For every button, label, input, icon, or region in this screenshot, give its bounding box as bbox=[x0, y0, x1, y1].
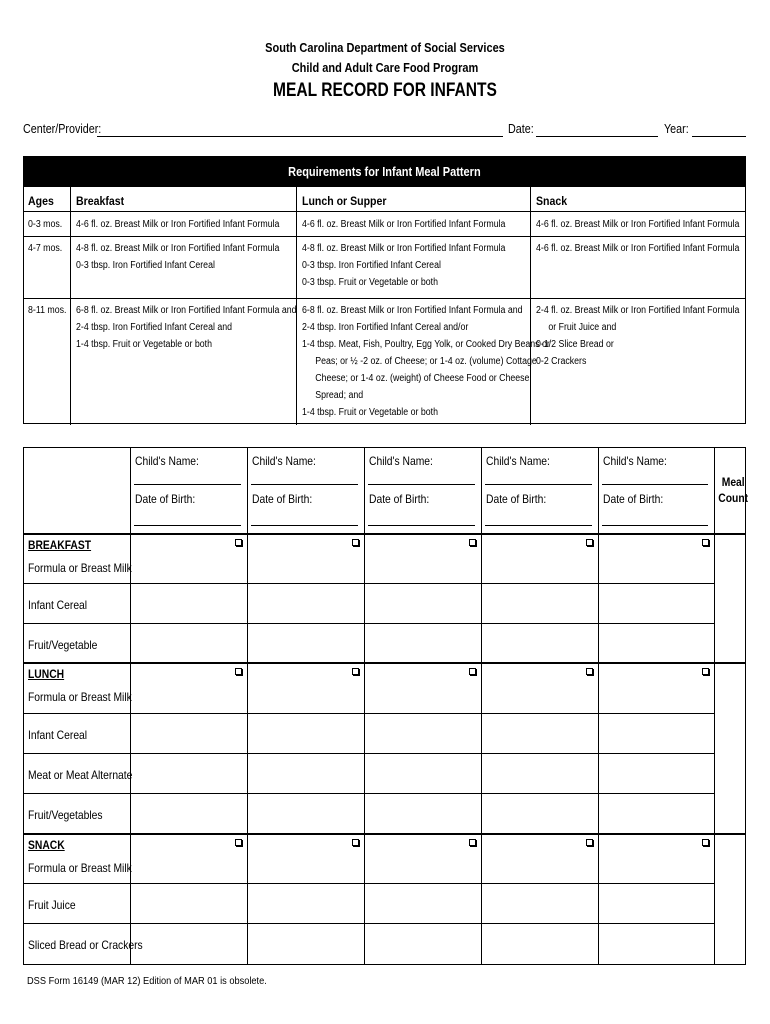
date-of-birth-field[interactable] bbox=[368, 525, 475, 526]
date-of-birth-field[interactable] bbox=[251, 525, 358, 526]
meal-checkbox[interactable] bbox=[702, 668, 709, 675]
meal-section-divider bbox=[24, 533, 745, 535]
age-cell: 0-3 mos. bbox=[28, 219, 63, 230]
grid-column-divider bbox=[247, 448, 248, 964]
meal-name-breakfast: BREAKFAST bbox=[28, 538, 92, 552]
form-footer: DSS Form 16149 (MAR 12) Edition of MAR 01 is obsolete. bbox=[27, 975, 267, 987]
meal-section-divider bbox=[24, 662, 745, 664]
snack-cell: 4-6 fl. oz. Breast Milk or Iron Fortified Infant Formula bbox=[536, 243, 740, 254]
program-title: Child and Adult Care Food Program bbox=[291, 61, 479, 75]
date-of-birth-field[interactable] bbox=[602, 525, 708, 526]
date-of-birth-field[interactable] bbox=[134, 525, 241, 526]
food-item-label: Meat or Meat Alternate bbox=[28, 768, 133, 782]
food-item-label: Fruit Juice bbox=[28, 898, 76, 912]
meal-checkbox[interactable] bbox=[702, 839, 709, 846]
requirements-title: Requirements for Infant Meal Pattern bbox=[24, 157, 745, 187]
meal-count-label: Meal Count bbox=[718, 475, 749, 505]
lunch-cell: 4-8 fl. oz. Breast Milk or Iron Fortified Infant Formula 0-3 tbsp. Iron Fortified Infant Cereal 0-3 tbsp. Fruit or Vegetable or both bbox=[302, 243, 506, 288]
food-item-label: Formula or Breast Milk bbox=[28, 861, 132, 875]
item-row-divider bbox=[24, 713, 714, 714]
food-item-label: Sliced Bread or Crackers bbox=[28, 938, 143, 952]
col-header-ages: Ages bbox=[28, 194, 54, 208]
meal-section-divider bbox=[24, 833, 745, 835]
date-of-birth-label: Date of Birth: bbox=[252, 492, 313, 506]
item-row-divider bbox=[24, 753, 714, 754]
child-name-label: Child's Name: bbox=[369, 454, 433, 468]
food-item-label: Formula or Breast Milk bbox=[28, 690, 132, 704]
grid-column-divider bbox=[598, 448, 599, 964]
age-cell: 4-7 mos. bbox=[28, 243, 63, 254]
year-field[interactable] bbox=[692, 136, 746, 137]
meal-checkbox[interactable] bbox=[586, 839, 593, 846]
item-row-divider bbox=[24, 623, 714, 624]
meal-checkbox[interactable] bbox=[586, 539, 593, 546]
meal-checkbox[interactable] bbox=[352, 839, 359, 846]
grid-column-divider bbox=[714, 448, 715, 964]
food-item-label: Fruit/Vegetable bbox=[28, 638, 98, 652]
breakfast-cell: 4-6 fl. oz. Breast Milk or Iron Fortified Infant Formula bbox=[76, 219, 280, 230]
meal-checkbox[interactable] bbox=[469, 539, 476, 546]
agency-title: South Carolina Department of Social Services bbox=[265, 41, 505, 55]
age-cell: 8-11 mos. bbox=[28, 305, 67, 316]
date-of-birth-label: Date of Birth: bbox=[369, 492, 430, 506]
food-item-label: Infant Cereal bbox=[28, 598, 88, 612]
meal-name-lunch: LUNCH bbox=[28, 667, 65, 681]
page-title: MEAL RECORD FOR INFANTS bbox=[273, 80, 497, 101]
col-header-lunch: Lunch or Supper bbox=[302, 194, 387, 208]
child-name-field[interactable] bbox=[368, 484, 475, 485]
date-of-birth-field[interactable] bbox=[485, 525, 592, 526]
child-name-field[interactable] bbox=[602, 484, 708, 485]
grid-column-divider bbox=[364, 448, 365, 964]
food-item-label: Formula or Breast Milk bbox=[28, 561, 132, 575]
grid-column-divider bbox=[130, 448, 131, 964]
item-row-divider bbox=[24, 883, 714, 884]
meal-checkbox[interactable] bbox=[469, 839, 476, 846]
requirements-table bbox=[23, 156, 746, 424]
meal-checkbox[interactable] bbox=[352, 539, 359, 546]
year-label: Year: bbox=[664, 122, 689, 136]
meal-checkbox[interactable] bbox=[235, 668, 242, 675]
col-header-snack: Snack bbox=[536, 194, 568, 208]
col-header-breakfast: Breakfast bbox=[76, 194, 125, 208]
item-row-divider bbox=[24, 923, 714, 924]
child-name-field[interactable] bbox=[134, 484, 241, 485]
food-item-label: Infant Cereal bbox=[28, 728, 88, 742]
child-name-field[interactable] bbox=[485, 484, 592, 485]
child-name-label: Child's Name: bbox=[252, 454, 316, 468]
grid-column-divider bbox=[481, 448, 482, 964]
item-row-divider bbox=[24, 583, 714, 584]
child-name-label: Child's Name: bbox=[486, 454, 550, 468]
date-label: Date: bbox=[508, 122, 534, 136]
food-item-label: Fruit/Vegetables bbox=[28, 808, 103, 822]
meal-checkbox[interactable] bbox=[352, 668, 359, 675]
meal-record-grid bbox=[23, 447, 749, 965]
snack-cell: 2-4 fl. oz. Breast Milk or Iron Fortified Infant Formula or Fruit Juice and 0-1/2 Slice Bread or 0-2 Crackers bbox=[536, 305, 740, 367]
item-row-divider bbox=[24, 793, 714, 794]
center-provider-field[interactable] bbox=[97, 136, 503, 137]
date-of-birth-label: Date of Birth: bbox=[486, 492, 547, 506]
date-of-birth-label: Date of Birth: bbox=[135, 492, 196, 506]
center-provider-label: Center/Provider: bbox=[23, 122, 102, 136]
child-name-label: Child's Name: bbox=[135, 454, 199, 468]
meal-checkbox[interactable] bbox=[235, 839, 242, 846]
child-name-field[interactable] bbox=[251, 484, 358, 485]
meal-checkbox[interactable] bbox=[469, 668, 476, 675]
date-of-birth-label: Date of Birth: bbox=[603, 492, 664, 506]
snack-cell: 4-6 fl. oz. Breast Milk or Iron Fortified Infant Formula bbox=[536, 219, 740, 230]
lunch-cell: 4-6 fl. oz. Breast Milk or Iron Fortified Infant Formula bbox=[302, 219, 506, 230]
lunch-cell: 6-8 fl. oz. Breast Milk or Iron Fortified Infant Formula and 2-4 tbsp. Iron Fortified Infant Cereal and/or 1-4 tbsp. Meat, Fish, Poultry, Egg Yolk, or Cooked Dry Beans or Peas; or ½ -2 oz. of Cheese; or 1-4 oz. (volume) Cottage Cheese; or 1-4 oz. (weight) of Cheese Food or Cheese Spread; and 1-4 tbsp. Fruit or Vegetable or both bbox=[302, 305, 550, 418]
breakfast-cell: 6-8 fl. oz. Breast Milk or Iron Fortified Infant Formula and 2-4 tbsp. Iron Fortified Infant Cereal and 1-4 tbsp. Fruit or Vegetable or both bbox=[76, 305, 297, 350]
breakfast-cell: 4-8 fl. oz. Breast Milk or Iron Fortified Infant Formula 0-3 tbsp. Iron Fortified Infant Cereal bbox=[76, 243, 280, 271]
meal-checkbox[interactable] bbox=[586, 668, 593, 675]
date-field[interactable] bbox=[536, 136, 658, 137]
meal-checkbox[interactable] bbox=[235, 539, 242, 546]
child-name-label: Child's Name: bbox=[603, 454, 667, 468]
meal-checkbox[interactable] bbox=[702, 539, 709, 546]
meal-name-snack: SNACK bbox=[28, 838, 65, 852]
